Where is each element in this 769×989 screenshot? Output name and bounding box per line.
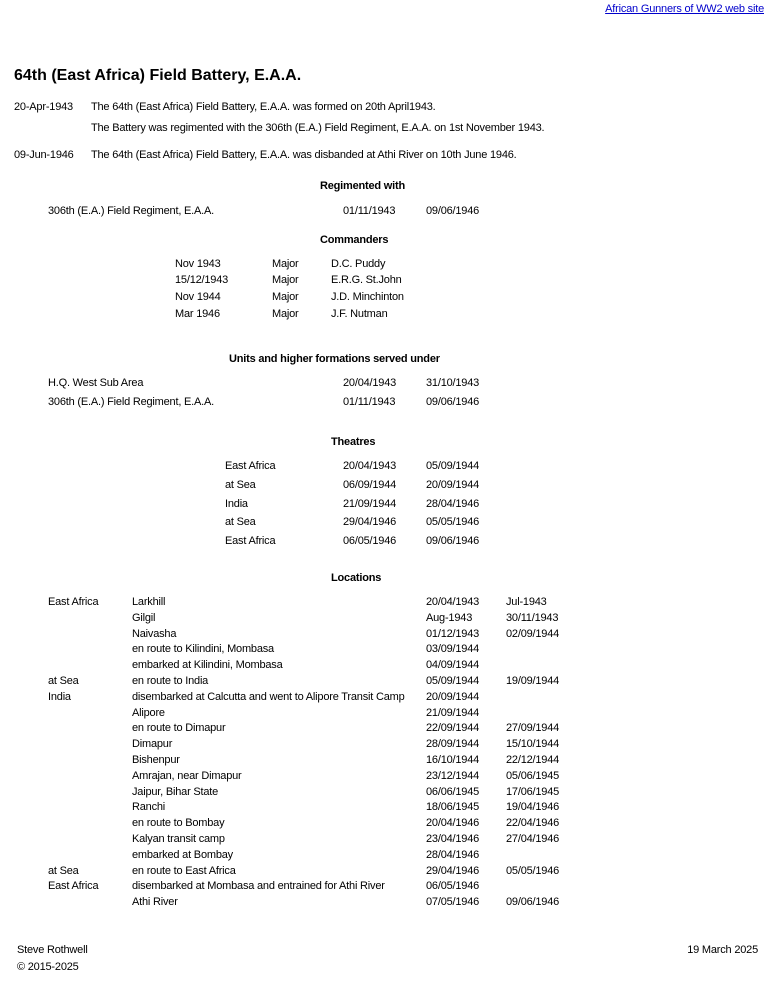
date-from: 20/09/1944 (426, 691, 480, 703)
history-date: 20-Apr-1943 (14, 101, 73, 113)
section-heading: Theatres (331, 436, 376, 448)
theatre-name: India (225, 498, 248, 510)
location-place: Kalyan transit camp (132, 833, 225, 845)
footer-date: 19 March 2025 (687, 944, 758, 956)
date-from: 23/04/1946 (426, 833, 480, 845)
date-from: 07/05/1946 (426, 896, 480, 908)
commander-date: Nov 1943 (175, 258, 221, 270)
date-from: 22/09/1944 (426, 722, 480, 734)
date-to: 19/04/1946 (506, 801, 560, 813)
history-text: The Battery was regimented with the 306th (E.A.) Field Regiment, E.A.A. on 1st November 1943. (91, 122, 545, 134)
commander-rank: Major (272, 274, 299, 286)
unit-name: 306th (E.A.) Field Regiment, E.A.A. (48, 396, 215, 408)
theatre-name: at Sea (225, 516, 256, 528)
date-to: 27/09/1944 (506, 722, 560, 734)
location-place: disembarked at Calcutta and went to Alipore Transit Camp (132, 691, 405, 703)
location-region: at Sea (48, 675, 79, 687)
history-date: 09-Jun-1946 (14, 149, 74, 161)
date-from: 05/09/1944 (426, 675, 480, 687)
date-to: 20/09/1944 (426, 479, 480, 491)
commander-date: 15/12/1943 (175, 274, 229, 286)
date-from: 16/10/1944 (426, 754, 480, 766)
commander-name: E.R.G. St.John (331, 274, 402, 286)
date-to: 09/06/1946 (506, 896, 560, 908)
date-from: 01/11/1943 (343, 396, 396, 408)
commander-name: J.D. Minchinton (331, 291, 404, 303)
date-to: 22/04/1946 (506, 817, 560, 829)
commander-name: J.F. Nutman (331, 308, 388, 320)
unit-name: 306th (E.A.) Field Regiment, E.A.A. (48, 205, 215, 217)
date-from: 01/11/1943 (343, 205, 396, 217)
date-from: 29/04/1946 (343, 516, 397, 528)
location-place: Bishenpur (132, 754, 180, 766)
location-place: Naivasha (132, 628, 177, 640)
date-from: 20/04/1943 (426, 596, 480, 608)
date-to: 28/04/1946 (426, 498, 480, 510)
location-place: en route to East Africa (132, 865, 236, 877)
page-title: 64th (East Africa) Field Battery, E.A.A. (14, 67, 302, 84)
date-from: 18/06/1945 (426, 801, 480, 813)
location-place: Dimapur (132, 738, 173, 750)
date-from: 06/06/1945 (426, 786, 480, 798)
date-to: 17/06/1945 (506, 786, 560, 798)
date-from: 06/09/1944 (343, 479, 397, 491)
site-home-link[interactable]: African Gunners of WW2 web site (605, 3, 764, 15)
location-place: Athi River (132, 896, 178, 908)
date-from: 04/09/1944 (426, 659, 480, 671)
commander-name: D.C. Puddy (331, 258, 386, 270)
date-to: 27/04/1946 (506, 833, 560, 845)
location-region: East Africa (48, 596, 99, 608)
date-to: 05/05/1946 (426, 516, 480, 528)
date-from: 06/05/1946 (426, 880, 480, 892)
location-place: Jaipur, Bihar State (132, 786, 219, 798)
section-heading: Regimented with (320, 180, 406, 192)
footer-author: Steve Rothwell (17, 944, 88, 956)
unit-name: H.Q. West Sub Area (48, 377, 144, 389)
date-to: 31/10/1943 (426, 377, 480, 389)
commander-rank: Major (272, 258, 299, 270)
date-from: 06/05/1946 (343, 535, 397, 547)
date-to: 09/06/1946 (426, 535, 480, 547)
history-text: The 64th (East Africa) Field Battery, E.A.A. was disbanded at Athi River on 10th June 1946. (91, 149, 517, 161)
location-place: Alipore (132, 707, 165, 719)
date-from: 20/04/1943 (343, 460, 397, 472)
location-place: Larkhill (132, 596, 166, 608)
location-place: en route to India (132, 675, 209, 687)
date-to: 22/12/1944 (506, 754, 560, 766)
section-heading: Locations (331, 572, 382, 584)
date-from: 28/04/1946 (426, 849, 480, 861)
date-from: 21/09/1944 (343, 498, 397, 510)
date-to: 05/09/1944 (426, 460, 480, 472)
date-to: 30/11/1943 (506, 612, 559, 624)
section-heading: Units and higher formations served under (229, 353, 440, 365)
location-region: India (48, 691, 71, 703)
commander-rank: Major (272, 308, 299, 320)
date-to: 19/09/1944 (506, 675, 560, 687)
footer-copyright: © 2015-2025 (17, 961, 79, 973)
location-place: Gilgil (132, 612, 156, 624)
date-from: 28/09/1944 (426, 738, 480, 750)
theatre-name: East Africa (225, 535, 276, 547)
location-place: Ranchi (132, 801, 166, 813)
date-from: 21/09/1944 (426, 707, 480, 719)
commander-date: Mar 1946 (175, 308, 220, 320)
theatre-name: East Africa (225, 460, 276, 472)
location-place: Amrajan, near Dimapur (132, 770, 242, 782)
date-from: 03/09/1944 (426, 643, 480, 655)
commander-date: Nov 1944 (175, 291, 221, 303)
date-to: 02/09/1944 (506, 628, 560, 640)
date-from: 20/04/1946 (426, 817, 480, 829)
location-place: embarked at Kilindini, Mombasa (132, 659, 283, 671)
date-to: 05/05/1946 (506, 865, 560, 877)
date-to: 09/06/1946 (426, 396, 480, 408)
theatre-name: at Sea (225, 479, 256, 491)
location-region: at Sea (48, 865, 79, 877)
date-to: 05/06/1945 (506, 770, 560, 782)
commander-rank: Major (272, 291, 299, 303)
location-place: en route to Bombay (132, 817, 225, 829)
history-text: The 64th (East Africa) Field Battery, E.A.A. was formed on 20th April1943. (91, 101, 436, 113)
date-to: Jul-1943 (506, 596, 547, 608)
location-place: en route to Dimapur (132, 722, 226, 734)
date-from: 29/04/1946 (426, 865, 480, 877)
date-to: 09/06/1946 (426, 205, 480, 217)
location-place: embarked at Bombay (132, 849, 233, 861)
date-from: 01/12/1943 (426, 628, 480, 640)
date-from: Aug-1943 (426, 612, 473, 624)
location-place: en route to Kilindini, Mombasa (132, 643, 274, 655)
date-from: 20/04/1943 (343, 377, 397, 389)
location-place: disembarked at Mombasa and entrained for Athi River (132, 880, 385, 892)
date-to: 15/10/1944 (506, 738, 560, 750)
location-region: East Africa (48, 880, 99, 892)
section-heading: Commanders (320, 234, 389, 246)
date-from: 23/12/1944 (426, 770, 480, 782)
